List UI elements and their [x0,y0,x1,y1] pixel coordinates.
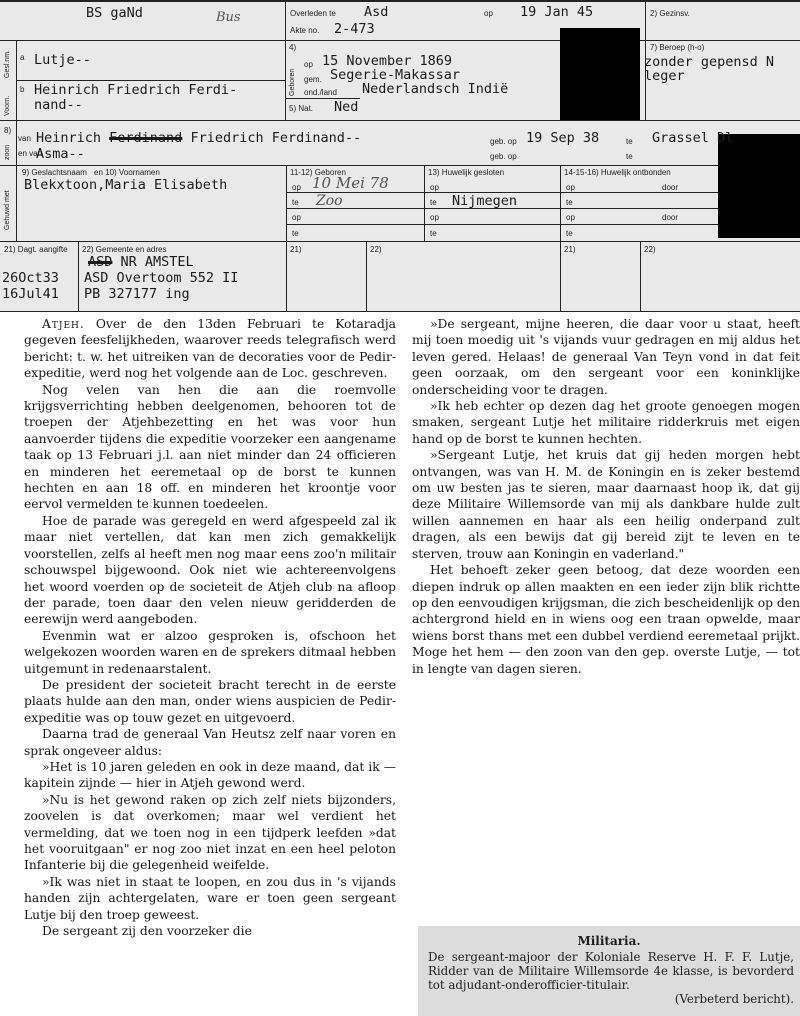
clipping-title: Militaria. [577,934,641,948]
field22c-label: 22) [644,245,656,254]
article-right-column [412,316,800,786]
article-lead: Atjeh. [42,317,85,331]
gezinsv-label: 2) Gezinsv. [650,9,690,18]
card-name-header: BS gaNd [86,5,143,21]
mother-geb-label: geb. op [490,152,517,161]
clipping-correction: (Verbeterd bericht). [674,992,794,1006]
b-label: b [20,85,25,94]
field22-label: 22) Gemeente en adres [82,245,167,254]
address2-date: 16Jul41 [2,286,59,302]
field4-label: 4) [289,43,297,52]
field21-label: 21) Dagt. aangifte [4,245,68,254]
article-left-column [24,316,396,1016]
marriage-op2-label: op [430,213,439,222]
beroep-label: 7) Beroep (h-o) [650,43,705,52]
article-paragraph [24,923,396,939]
article-text: Over de den 13den Februari te Kotaradja gegeven feesfelijkheden, waarover reeds telegrafisch werd bericht: t. w. het uitreiken van de decoraties voor de Pedir-expeditie, werd nog het volgende aan de Loc. geschreven. [24,317,396,381]
militaria-clipping [418,926,800,1016]
dissolved-op2-label: op [566,213,575,222]
father-geb-label: geb. op [490,137,517,146]
dissolved-op-label: op [566,183,575,192]
gehuwd-vertical-label: Gehuwd met [4,190,11,230]
father-name: Heinrich Ferdinand Friedrich Ferdinand-- [36,130,362,146]
occupation-line1: zonder gepensd N [644,54,775,70]
spouse-birth-handwritten: 10 Mei 78 [312,174,389,192]
article-paragraph [412,562,800,677]
article-text: Daarna trad de generaal Van Heutsz zelf naar voren en sprak ongeveer aldus: [24,727,396,758]
article-text: Evenmin wat er alzoo gesproken is, ofschoon het welgekozen woorden waren en de sprekers ditmaal hebben uitgemunt in redenaarstalent. [24,628,396,676]
article-text: Hoe de parade was geregeld en werd afgespeeld zal ik maar niet vertellen, dat kan men zich gemakkelijk voorstellen, zelfs al heeft men nog maar eens zoo'n militair schouwspel bijgewoond. Ook niet wie achtereenvolgens het woord voerden op de societeit de Atjeh club na afloop der parade, toen daar den velen nieuw geridderden de eerewijn werd aangeboden. [24,513,396,627]
article-paragraph [412,447,800,562]
article-text: Het behoeft zeker geen betoog, dat deze woorden een diepen indruk op allen maakten en een ieder zijn blik richtte op den eenvoudigen krijgsman, die zich bescheidenlijk op den achtergrond hield en in wiens oog een traan opwelde, maar wiens borst thans met een dubbel verdiend eeremetaal prijkt. Moge het hem — den zoon van den gep. overste Lutje, — tot in lengte van dagen sieren. [412,563,800,676]
article-paragraph [24,628,396,677]
article-paragraph [24,513,396,628]
spouse-te-label: te [292,198,299,207]
father-te-label: te [626,137,633,146]
surname: Lutje-- [34,52,91,68]
field14-16-label: 14-15-16) Huwelijk ontbonden [564,168,671,177]
personal-card [0,0,800,312]
geslnm-vertical-label: Gesl.nm. [4,49,11,78]
birth-gem-label: gem. [304,75,322,84]
field10-label: en 10) Voornamen [94,168,160,177]
birth-ond-label: ond./land [304,88,337,97]
article-paragraph [24,677,396,726]
field13-label: 13) Huwelijk gesloten [428,168,505,177]
marriage-place: Nijmegen [452,193,518,209]
address1-text: ASD Overtoom 552 II [84,270,239,286]
death-op-label: op [484,9,493,18]
death-place: Asd [364,4,389,20]
father-birth-date: 19 Sep 38 [526,130,600,146]
article-text: De president der societeit bracht terecht in de eerste plaats hulde aan den man, onder wiens auspicien de Pedir-expeditie was op touw gezet en uitgevoerd. [24,677,396,725]
birth-country: Nederlandsch Indië [362,81,509,97]
address2-text: PB 327177 ing [84,286,190,302]
initials-scribble: Bus [216,10,241,25]
article-text: »Nu is het gewond raken op zich zelf niets bijzonders, zoovelen is dat overkomen; maar wel verdient het vermelding, dat we toen nog in een tijdperk leefden »dat het vooruitgaan" er nog zoo niet inzat en een heel peloton Infanterie bij die gelegenheid weifelde. [24,792,396,873]
geboren-vertical-label: Geboren [289,68,296,96]
address1-date: 26Oct33 [2,270,59,286]
address-header: ASD NR AMSTEL [88,254,194,270]
mother-en-van-label: en van [18,149,43,158]
clipping-text: De sergeant-majoor der Koloniale Reserve H. F. F. Lutje, Ridder van de Militaire Willemsorde 4e klasse, is bevorderd tot adjudant-onderofficier-titulair. [428,950,794,992]
akte-number: 2-473 [334,21,375,37]
dissolved-door2-label: door [662,213,679,222]
firstnames-line2: nand-- [34,97,83,113]
field22b-label: 22) [370,245,382,254]
nationality: Ned [334,99,359,115]
article-text: »De sergeant, mijne heeren, die daar voor u staat, heeft mij toen moedig uit 's vijands vuur gedragen en mij aldus het leven gered. Helaas! de generaal Van Teyn vond in dat feit geen oorzaak, om den sergeant voor een koninklijke onderscheiding voor te dragen. [412,317,800,397]
article-text: »Het is 10 jaren geleden en ook in deze maand, dat ik — kapitein zijnde — hier in Atjeh gewond werd. [24,759,396,791]
article-text: »Ik heb echter op dezen dag het groote genoegen mogen smaken, sergeant Lutje het militaire ridderkruis met eigen hand op de borst te kunnen hechten. [412,399,800,446]
overleden-label: Overleden te [290,9,336,18]
birth-place: Segerie-Makassar [330,67,461,83]
marriage-op-label: op [430,183,439,192]
article-paragraph [24,874,396,923]
firstnames-line1: Heinrich Friedrich Ferdi- [34,82,238,98]
article-paragraph [24,792,396,874]
father-van-label: van [18,134,31,143]
birth-op-label: op [304,60,313,69]
article-paragraph [24,316,396,382]
dissolved-door-label: door [662,183,679,192]
akte-label: Akte no. [290,26,320,35]
article-paragraph [412,316,800,398]
article-paragraph [24,759,396,792]
occupation-line2: leger [644,68,685,84]
article-paragraph [24,726,396,759]
article-text: Nog velen van hen die aan die roemvolle krijgsverrichting hebben deelgenomen, behooren tot de troepen der Atjehbezetting en het was voor hun aanvoerder tijdens die expeditie voorzeker een aangename taak op 13 Februari j.l. aan niet minder dan 24 officieren en minderen het eeremetaal op de borst te kunnen hechten en aan 18 off. en minderen het kroontje voor eervol vermelden te kunnen toedeelen. [24,382,396,512]
spouse-birthplace-handwritten: Zoo [316,193,343,209]
dissolved-te-label: te [566,198,573,207]
death-date: 19 Jan 45 [520,4,594,20]
redaction-block-3 [718,166,800,238]
article-text: »Sergeant Lutje, het kruis dat gij heden morgen hebt ontvangen, was van H. M. de Koningin en is zeker bestemd om uw besten jas te sieren, maar daarnaast hoop ik, dat gij deze Militaire Willemsorde van mij als dankbare hulde zult willen aannemen en haar als een heilig onderpand zult dragen, als een bewijs dat gij bereid zijt te leven en te sterven, trouw aan Koningin en vaderland." [412,448,800,561]
a-label: a [20,53,25,62]
marriage-te-label: te [430,198,437,207]
article-paragraph [412,398,800,447]
field9-label: 9) Geslachtsnaam [22,168,87,177]
spouse-name: Blekxtoon,Maria Elisabeth [24,177,228,193]
father-birth-place: Grassel Dl [652,130,734,146]
field21b-label: 21) [290,245,302,254]
field21c-label: 21) [564,245,576,254]
mother-te-label: te [626,152,633,161]
marriage-te2-label: te [430,229,437,238]
spouse-op2-label: op [292,213,301,222]
clipping-body [428,950,794,1006]
redaction-block-1 [560,28,640,120]
spouse-op-label: op [292,183,301,192]
field8-label: 8) [4,126,12,135]
article-text: De sergeant zij den voorzeker die [42,924,252,939]
article-paragraph [24,382,396,513]
spouse-te2-label: te [292,229,299,238]
article-text: »Ik was niet in staat te loopen, en zou dus in 's vijands handen zijn achtergelaten, ware er toen geen sergeant Lutje bij den troep geweest. [24,874,396,922]
voorn-vertical-label: Voorn. [4,95,11,116]
zoon-vertical-label: zoon [4,144,11,160]
nat-label: 5) Nat. [289,104,314,113]
dissolved-te2-label: te [566,229,573,238]
field11-12-label: 11-12) Geboren [290,168,346,177]
mother-name: Asma-- [36,146,85,162]
birth-date: 15 November 1869 [322,53,453,69]
